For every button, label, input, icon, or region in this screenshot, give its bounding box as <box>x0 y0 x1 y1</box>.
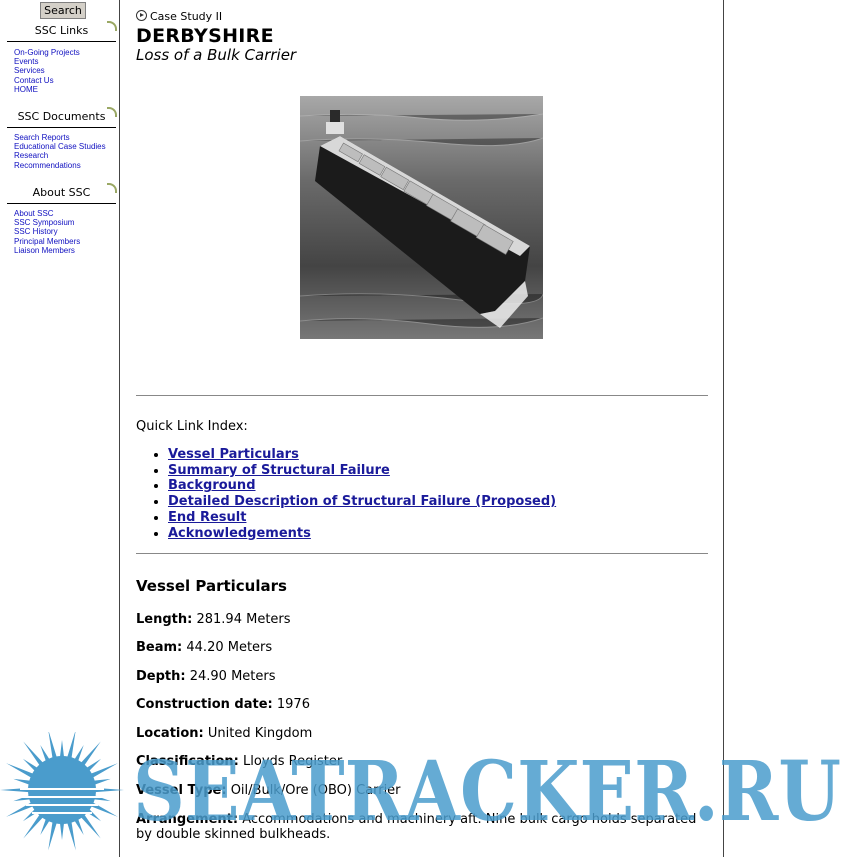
list-item <box>168 494 556 510</box>
arrow-right-icon <box>136 10 147 21</box>
section-heading-vessel-particulars: Vessel Particulars <box>136 577 287 595</box>
spec-arrangement <box>136 812 708 842</box>
sidebar-item-ssc-history[interactable]: SSC History <box>14 227 58 237</box>
spec-value: 281.94 Meters <box>196 612 291 627</box>
spec-value: 44.20 Meters <box>186 640 273 655</box>
sidebar-item-ongoing-projects[interactable]: On-Going Projects <box>14 48 80 57</box>
spec-value: Lloyds Register <box>243 754 343 769</box>
sidebar-item-services[interactable]: Services <box>14 66 45 76</box>
horizontal-rule <box>136 553 708 554</box>
list-item <box>168 510 556 526</box>
sidebar-item-research[interactable]: Research <box>14 151 49 161</box>
watermark-text: SEATRACKER.RU <box>133 744 841 840</box>
spec-label: Vessel Type: <box>136 783 227 798</box>
sidebar-list-ssc-links <box>14 48 80 94</box>
breadcrumb <box>136 10 222 23</box>
sidebar-item-search-reports[interactable]: Search Reports <box>14 133 70 142</box>
section-title-text: About SSC <box>32 186 91 199</box>
sidebar-item-liaison-members[interactable]: Liaison Members <box>14 245 75 255</box>
sidebar-list-ssc-documents <box>14 133 106 170</box>
spec-value: 1976 <box>276 697 310 712</box>
spec-label: Location: <box>136 726 204 741</box>
quick-link-list <box>168 447 556 541</box>
spec-vessel-type <box>136 783 401 798</box>
spec-label: Depth: <box>136 669 186 684</box>
page-title: DERBYSHIRE <box>136 25 274 47</box>
spec-value: Oil/Bulk/Ore (OBO) Carrier <box>230 783 401 798</box>
quick-link-label: Quick Link Index: <box>136 419 248 434</box>
bulk-carrier-ship-image <box>300 96 543 339</box>
breadcrumb-text: Case Study II <box>150 10 223 23</box>
link-end-result[interactable]: End Result <box>168 509 247 525</box>
list-item <box>168 447 556 463</box>
spec-value: United Kingdom <box>207 726 313 741</box>
spec-label: Length: <box>136 612 193 627</box>
link-background[interactable]: Background <box>168 478 256 494</box>
ship-photo <box>300 96 543 339</box>
list-item <box>168 463 556 479</box>
spec-construction-date <box>136 697 310 712</box>
corner-decoration-icon <box>107 21 117 31</box>
sidebar-list-about-ssc <box>14 209 80 255</box>
spec-label: Arrangement: <box>136 812 239 827</box>
sidebar <box>0 0 119 857</box>
horizontal-rule <box>136 395 708 396</box>
search-button[interactable]: Search <box>40 2 86 19</box>
spec-location <box>136 726 312 741</box>
section-title-text: SSC Documents <box>17 110 106 123</box>
sidebar-item-recommendations[interactable]: Recommendations <box>14 160 81 170</box>
page-subtitle: Loss of a Bulk Carrier <box>136 46 297 64</box>
sidebar-item-principal-members[interactable]: Principal Members <box>14 236 81 246</box>
sidebar-item-about-ssc[interactable]: About SSC <box>14 209 54 218</box>
corner-decoration-icon <box>107 107 117 117</box>
left-divider <box>119 0 120 857</box>
spec-label: Beam: <box>136 640 183 655</box>
sidebar-section-title-ssc-documents <box>7 107 116 128</box>
sidebar-item-educational-case-studies[interactable]: Educational Case Studies <box>14 142 106 152</box>
link-acknowledgements[interactable]: Acknowledgements <box>168 525 311 541</box>
spec-value: 24.90 Meters <box>189 669 276 684</box>
spec-depth <box>136 669 276 684</box>
spec-label: Construction date: <box>136 697 273 712</box>
right-divider <box>723 0 724 857</box>
link-vessel-particulars[interactable]: Vessel Particulars <box>168 447 299 462</box>
corner-decoration-icon <box>107 183 117 193</box>
spec-beam <box>136 640 272 655</box>
list-item <box>168 478 556 494</box>
section-title-text: SSC Links <box>34 24 89 37</box>
sidebar-item-home[interactable]: HOME <box>14 84 38 94</box>
spec-length <box>136 612 291 627</box>
sidebar-section-title-ssc-links <box>7 21 116 42</box>
sidebar-section-title-about-ssc <box>7 183 116 204</box>
sidebar-item-ssc-symposium[interactable]: SSC Symposium <box>14 218 75 228</box>
spec-classification <box>136 754 342 769</box>
link-summary-of-structural-failure[interactable]: Summary of Structural Failure <box>168 462 390 478</box>
spec-label: Classification: <box>136 754 239 769</box>
sidebar-item-contact-us[interactable]: Contact Us <box>14 75 54 85</box>
link-detailed-description[interactable]: Detailed Description of Structural Failure (Proposed) <box>168 494 557 510</box>
spec-value: Accommodations and machinery aft. Nine bulk cargo holds separated by double skinned bulkheads. <box>136 812 697 842</box>
sidebar-item-events[interactable]: Events <box>14 57 39 67</box>
list-item <box>168 526 556 542</box>
